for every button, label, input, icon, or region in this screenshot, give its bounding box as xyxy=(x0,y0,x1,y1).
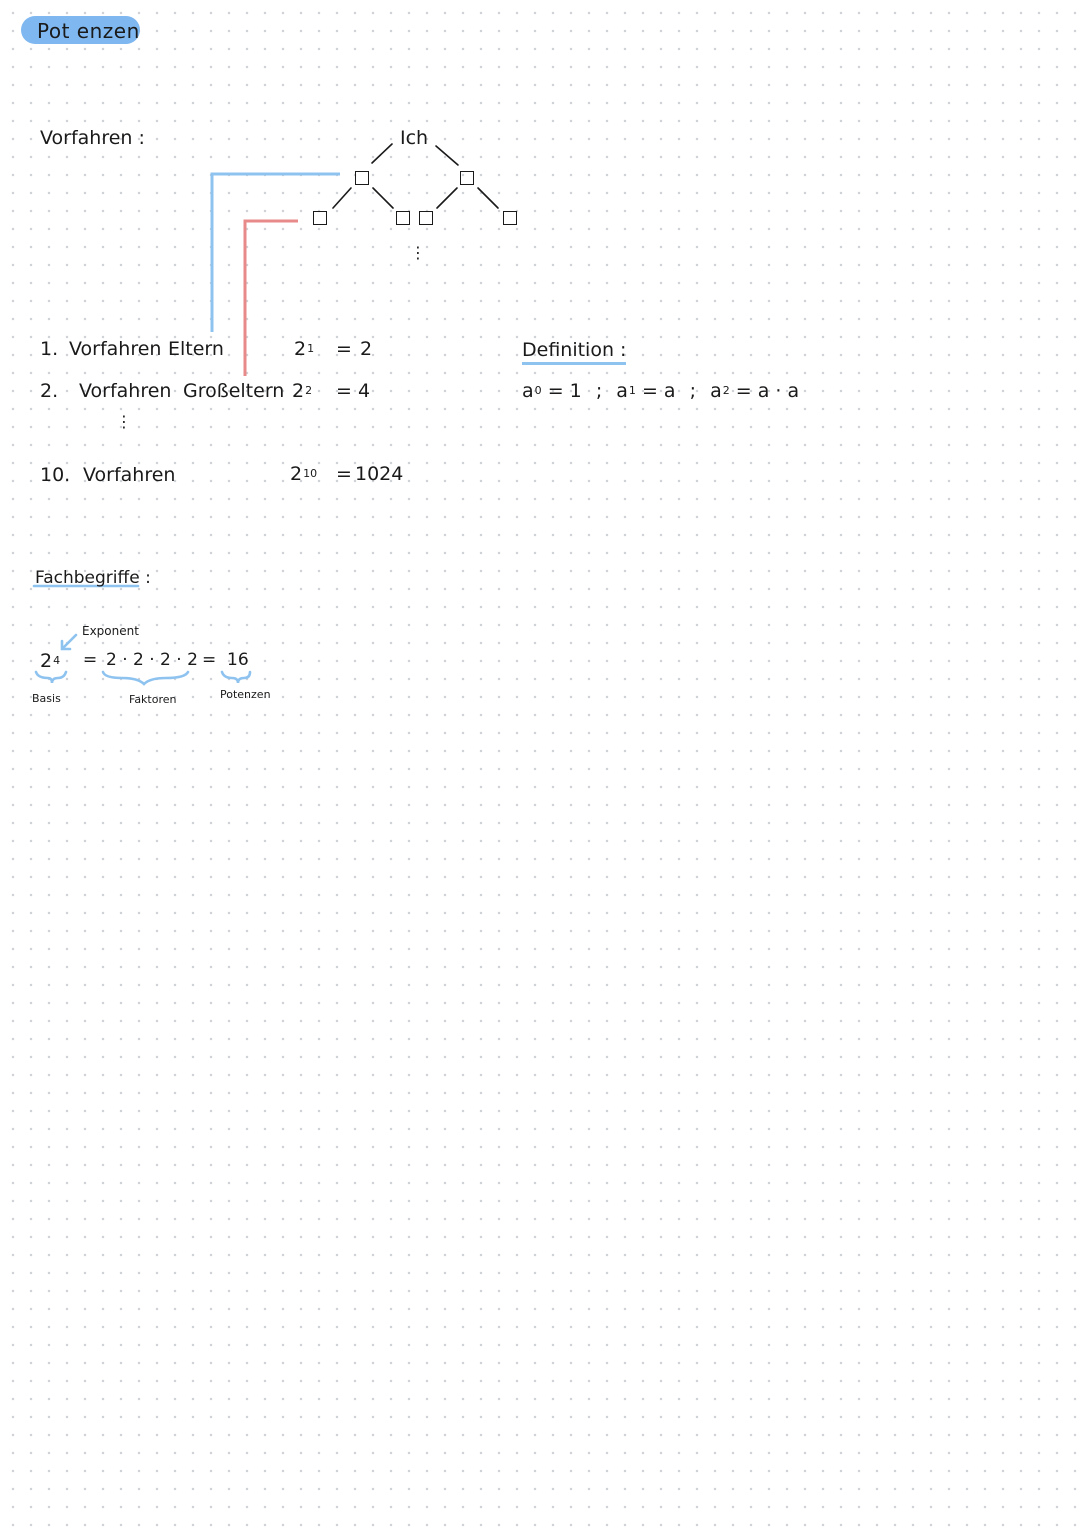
row-power: $2^1$ xyxy=(294,338,315,360)
faktoren-brace xyxy=(103,672,188,684)
potenzen-label: Potenzen xyxy=(220,688,271,701)
tree-node xyxy=(313,211,327,225)
row-power: $2^2$ xyxy=(292,380,313,402)
row-word: Vorfahren xyxy=(79,380,172,402)
row-equals: = xyxy=(336,380,352,402)
def-a0: $a^0 = 1$ xyxy=(522,380,582,402)
equals-1: = xyxy=(83,650,98,670)
page-title: Pot enzen xyxy=(37,19,140,43)
tree-node xyxy=(396,211,410,225)
row-result: 2 xyxy=(360,338,373,360)
vorfahren-label: Vorfahren : xyxy=(40,127,145,149)
basis-brace xyxy=(36,672,66,683)
basis-label: Basis xyxy=(32,692,61,705)
row-equals: = xyxy=(336,463,352,485)
row-result: 1024 xyxy=(355,463,404,485)
factors: 2 · 2 · 2 · 2 xyxy=(106,650,198,670)
row-word: Vorfahren xyxy=(83,464,176,486)
equals-2: = xyxy=(202,650,217,670)
tree-node xyxy=(503,211,517,225)
potenzen-brace xyxy=(222,672,250,683)
result-16: 16 xyxy=(227,650,249,670)
exponent-label: Exponent xyxy=(82,624,139,638)
row-power: $2^{10}$ xyxy=(290,463,318,485)
definition-formulas: $a^0 = 1$ ; $a^1 = a$ ; $a^2 = a \cdot a$ xyxy=(522,380,800,402)
tree-continuation-dots: ⋮ xyxy=(410,243,426,262)
def-a1: $a^1 = a$ xyxy=(616,380,676,402)
row-number: 2. xyxy=(40,380,59,402)
tree-root: Ich xyxy=(400,127,429,149)
definition-heading: Definition : xyxy=(522,339,626,365)
rows-continuation-dots: ⋮ xyxy=(116,412,132,431)
row-relation: Eltern xyxy=(168,338,224,360)
row-result: 4 xyxy=(358,380,371,402)
power-2-4: $2^4$ xyxy=(40,650,61,672)
red-connector xyxy=(245,221,298,376)
row-number: 10. xyxy=(40,464,71,486)
row-number: 1. xyxy=(40,338,59,360)
def-a2: $a^2 = a \cdot a$ xyxy=(710,380,800,402)
tree-node xyxy=(419,211,433,225)
fachbegriffe-heading: Fachbegriffe : xyxy=(35,568,151,588)
blue-connector xyxy=(212,174,340,332)
row-word: Vorfahren xyxy=(69,338,162,360)
faktoren-label: Faktoren xyxy=(129,693,177,706)
tree-node xyxy=(355,171,369,185)
row-equals: = xyxy=(336,338,352,360)
row-relation: Großeltern xyxy=(183,380,285,402)
tree-node xyxy=(460,171,474,185)
